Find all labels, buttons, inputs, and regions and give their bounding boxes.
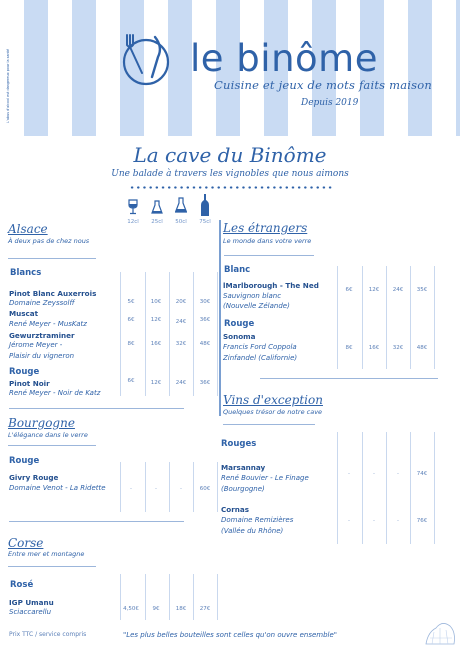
footer-quote: "Les plus belles bouteilles sont celles qu'on ouvre ensemble" [122, 631, 338, 639]
price-25cl: 12€ [150, 317, 162, 323]
divider [8, 566, 96, 567]
wine-producer-line2: Plaisir du vigneron [9, 352, 75, 360]
price-50cl: 32€ [175, 341, 187, 347]
wine-producer: René Meyer - MusKatz [9, 320, 87, 328]
wine-name: lMarlborough - The Ned [223, 281, 319, 290]
region-bourgogne-subtitle: L'élégance dans le verre [8, 431, 88, 439]
price-25cl: 16€ [368, 345, 380, 351]
divider [260, 378, 438, 379]
wine-producer: Domaine Zeyssolff [9, 299, 75, 307]
price-25cl: - [373, 471, 375, 477]
price-column-line [169, 574, 170, 620]
price-50cl: - [180, 486, 182, 492]
price-column-line [337, 432, 338, 544]
wine-bottle-icon [199, 194, 211, 216]
price-column-line [145, 272, 146, 396]
price-column-line [145, 574, 146, 620]
price-50cl: - [397, 518, 399, 524]
price-column-line [386, 266, 387, 369]
divider [8, 445, 96, 446]
price-12cl: - [130, 486, 132, 492]
region-exception-subtitle: Quelques trésor de notre cave [223, 408, 323, 416]
price-column-line [193, 272, 194, 396]
wine-producer: Sauvignon blanc [223, 292, 282, 300]
brand-name: le binôme [190, 37, 378, 80]
price-75cl: 27€ [199, 606, 211, 612]
wine-producer-line2: (Nouvelle Zélande) [223, 302, 290, 310]
region-etrangers-subtitle: Le monde dans votre verre [223, 237, 312, 245]
wine-producer: Domaine Remizières [221, 516, 294, 524]
price-12cl: - [348, 471, 350, 477]
wine-name: IGP Umanu [9, 598, 54, 607]
price-25cl: 9€ [152, 606, 160, 612]
price-75cl: 30€ [199, 299, 211, 305]
column-divider [219, 220, 221, 416]
volume-25cl: 25cl [151, 219, 163, 225]
category-rouges: Rouges [221, 439, 257, 449]
price-column-line [193, 574, 194, 620]
region-corse: Corse [8, 536, 44, 550]
volume-50cl: 50cl [175, 219, 187, 225]
wine-producer: Jérome Meyer - [9, 341, 63, 349]
price-column-line [217, 462, 218, 512]
price-12cl: 6€ [127, 378, 135, 384]
fork-knife-logo-icon [119, 33, 173, 87]
price-75cl: 76€ [416, 518, 428, 524]
wine-name: Givry Rouge [9, 473, 59, 482]
dotted-divider [129, 186, 333, 189]
price-column-line [337, 266, 338, 369]
price-12cl: 8€ [127, 341, 135, 347]
divider [223, 424, 315, 425]
price-12cl: 6€ [127, 317, 135, 323]
region-exception: Vins d'exception [223, 393, 323, 407]
category-rose: Rosé [10, 580, 34, 590]
region-alsace: Alsace [8, 222, 48, 236]
wine-producer-line2: (Bourgogne) [221, 485, 265, 493]
price-column-line [362, 266, 363, 369]
price-75cl: 36€ [199, 317, 211, 323]
price-50cl: 20€ [175, 299, 187, 305]
wine-name: Marsannay [221, 463, 266, 472]
region-etrangers: Les étrangers [223, 221, 308, 235]
category-blancs: Blancs [10, 268, 42, 278]
price-50cl: 24€ [392, 287, 404, 293]
divider [9, 408, 184, 409]
wine-producer: Sciaccarellu [9, 608, 52, 616]
price-25cl: - [373, 518, 375, 524]
tagline: Cuisine et jeux de mots faits maison [214, 78, 433, 92]
wine-producer-line2: Zinfandel (Californie) [223, 354, 298, 362]
price-25cl: 10€ [150, 299, 162, 305]
wine-producer: René Meyer - Noir de Katz [9, 389, 101, 397]
divider [8, 258, 96, 259]
wine-name: Pinot Noir [9, 379, 50, 388]
price-75cl: 60€ [199, 486, 211, 492]
price-12cl: 4,50€ [123, 606, 139, 612]
wine-name: Sonoma [223, 332, 256, 341]
wine-name: Gewurztraminer [9, 331, 75, 340]
price-column-line [362, 432, 363, 544]
price-75cl: 36€ [199, 380, 211, 386]
price-25cl: - [155, 486, 157, 492]
price-12cl: - [348, 518, 350, 524]
wine-producer: Francis Ford Coppola [223, 343, 297, 351]
wine-name: Cornas [221, 505, 250, 514]
category-blanc: Blanc [224, 265, 251, 275]
page-title: La cave du Binôme [133, 143, 327, 167]
price-50cl: 24€ [175, 380, 187, 386]
small-carafe-icon [151, 199, 163, 215]
price-12cl: 5€ [127, 299, 135, 305]
price-25cl: 16€ [150, 341, 162, 347]
wine-name: Pinot Blanc Auxerrois [9, 289, 97, 298]
price-75cl: 35€ [416, 287, 428, 293]
price-75cl: 48€ [416, 345, 428, 351]
price-50cl: 32€ [392, 345, 404, 351]
divider [224, 255, 314, 256]
wine-name: Muscat [9, 309, 39, 318]
category-rouge: Rouge [224, 319, 255, 329]
wine-producer-line2: (Vallée du Rhône) [221, 527, 284, 535]
volume-12cl: 12cl [127, 219, 139, 225]
price-25cl: 12€ [150, 380, 162, 386]
price-column-line [386, 432, 387, 544]
price-12cl: 6€ [345, 287, 353, 293]
price-column-line [169, 272, 170, 396]
price-column-line [434, 266, 435, 369]
price-column-line [217, 574, 218, 620]
since-year: Depuis 2019 [301, 98, 359, 108]
price-column-line [217, 272, 218, 396]
wine-producer: René Bouvier - Le Finage [221, 474, 309, 482]
carafe-icon [175, 197, 187, 213]
health-warning: L'abus d'alcool est dangereux pour la santé [6, 48, 10, 123]
price-column-line [410, 266, 411, 369]
category-rouge: Rouge [9, 367, 40, 377]
price-50cl: 18€ [175, 606, 187, 612]
volume-75cl: 75cl [199, 219, 211, 225]
price-75cl: 74€ [416, 471, 428, 477]
region-bourgogne: Bourgogne [8, 416, 75, 430]
price-50cl: 24€ [175, 319, 187, 325]
price-column-line [120, 574, 121, 620]
price-75cl: 48€ [199, 341, 211, 347]
price-note: Prix TTC / service compris [9, 631, 87, 638]
page-subtitle: Une balade à travers les vignobles que nous aimons [111, 169, 349, 179]
price-25cl: 12€ [368, 287, 380, 293]
divider [9, 521, 184, 522]
wine-glass-icon [127, 199, 139, 215]
price-50cl: - [397, 471, 399, 477]
price-column-line [434, 432, 435, 544]
price-column-line [410, 432, 411, 544]
region-corse-subtitle: Entre mer et montagne [8, 550, 85, 558]
region-alsace-subtitle: À deux pas de chez nous [8, 237, 90, 245]
category-rouge: Rouge [9, 456, 40, 466]
wine-producer: Domaine Venot - La Ridette [9, 484, 106, 492]
price-12cl: 8€ [345, 345, 353, 351]
